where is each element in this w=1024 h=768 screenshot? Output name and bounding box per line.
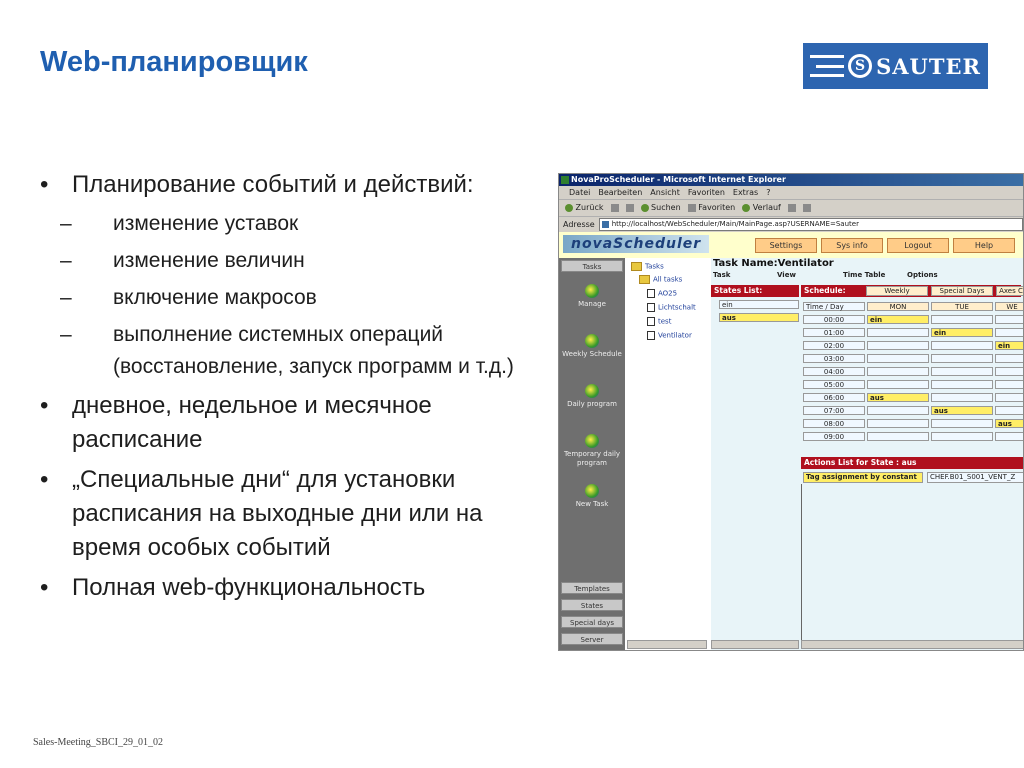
day-header: TUE xyxy=(931,302,993,311)
browser-title-bar: NovaProScheduler - Microsoft Internet Explorer xyxy=(559,174,1023,186)
time-cell: 05:00 xyxy=(803,380,865,389)
tab-axes[interactable]: Axes C xyxy=(996,286,1024,296)
sub-bullet-list xyxy=(40,208,520,383)
day-header: MON xyxy=(867,302,929,311)
bullet-item: • дневное, недельное и месячное расписание xyxy=(40,389,520,457)
task-title: Task Name:Ventilator xyxy=(713,258,834,269)
time-cell: 07:00 xyxy=(803,406,865,415)
schedule-cell[interactable] xyxy=(867,419,929,428)
sauter-logo xyxy=(803,43,988,89)
nav-temporary-daily-program[interactable]: Temporary daily program xyxy=(562,434,622,468)
history-icon xyxy=(742,204,750,212)
help-button[interactable]: Help xyxy=(953,238,1015,253)
back-button[interactable]: Zurück xyxy=(565,200,604,216)
url-input[interactable]: http://localhost/WebScheduler/Main/MainPage.asp?USERNAME=Sauter xyxy=(599,218,1023,231)
schedule-header: Schedule: xyxy=(801,285,1021,297)
tree-item[interactable]: Lichtschalt xyxy=(647,303,696,312)
schedule-cell[interactable] xyxy=(867,432,929,441)
menu-time-table[interactable]: Time Table xyxy=(843,271,886,279)
tab-special-days-schedule[interactable]: Special Days xyxy=(931,286,993,296)
schedule-cell[interactable] xyxy=(995,354,1024,363)
tab-weekly[interactable]: Weekly xyxy=(866,286,928,296)
schedule-cell[interactable] xyxy=(867,406,929,415)
tab-server[interactable]: Server xyxy=(561,633,623,645)
nav-daily-program[interactable]: Daily program xyxy=(559,384,625,409)
document-icon xyxy=(647,303,655,312)
schedule-cell[interactable]: aus xyxy=(867,393,929,402)
tree-item[interactable]: AO25 xyxy=(647,289,677,298)
tree-item[interactable]: test xyxy=(647,317,671,326)
schedule-cell[interactable]: ein xyxy=(867,315,929,324)
schedule-cell[interactable] xyxy=(995,393,1024,402)
actions-list-header: Actions List for State : aus xyxy=(801,457,1024,469)
back-arrow-icon xyxy=(565,204,573,212)
schedule-cell[interactable]: aus xyxy=(931,406,993,415)
time-cell: 04:00 xyxy=(803,367,865,376)
nav-manage[interactable]: Manage xyxy=(559,284,625,309)
tree-item[interactable]: Ventilator xyxy=(647,331,692,340)
schedule-cell[interactable] xyxy=(995,380,1024,389)
schedule-cell[interactable]: aus xyxy=(995,419,1024,428)
globe-icon xyxy=(585,384,599,398)
scheduler-app xyxy=(559,232,1024,651)
task-tree xyxy=(625,258,712,651)
schedule-cell[interactable] xyxy=(995,406,1024,415)
globe-icon xyxy=(585,334,599,348)
bullet-list xyxy=(40,168,520,611)
bullet-item: • „Специальные дни“ для установки расписания на выходные дни или на время особых событий xyxy=(40,463,520,565)
sub-bullet-item: – выполнение системных операций (восстановление, запуск программ и т.д.) xyxy=(60,319,520,383)
time-cell: 06:00 xyxy=(803,393,865,402)
schedule-cell[interactable] xyxy=(931,354,993,363)
folder-icon xyxy=(631,262,642,271)
states-list-header: States List: xyxy=(711,285,799,297)
logo-s-mark-icon: S xyxy=(848,54,872,78)
day-header: WE xyxy=(995,302,1024,311)
schedule-cell[interactable] xyxy=(867,367,929,376)
browser-menu-bar xyxy=(559,186,1023,200)
bullet-item: • Планирование событий и действий: xyxy=(40,168,520,202)
address-label: Adresse xyxy=(563,220,595,229)
address-bar xyxy=(559,217,1023,233)
schedule-cell[interactable] xyxy=(931,393,993,402)
menu-item[interactable]: ? xyxy=(766,188,771,197)
menu-item[interactable]: Favoriten xyxy=(687,188,725,197)
schedule-cell[interactable] xyxy=(931,315,993,324)
time-cell: 03:00 xyxy=(803,354,865,363)
time-cell: 09:00 xyxy=(803,432,865,441)
settings-button[interactable]: Settings xyxy=(755,238,817,253)
time-cell: 01:00 xyxy=(803,328,865,337)
document-icon xyxy=(647,289,655,298)
slide-title: Web-планировщик xyxy=(40,46,308,78)
tab-templates[interactable]: Templates xyxy=(561,582,623,594)
time-day-header: Time / Day xyxy=(803,302,865,311)
schedule-scrollbar[interactable] xyxy=(801,640,1024,649)
column-divider xyxy=(801,484,802,640)
left-navigation xyxy=(559,258,625,651)
menu-item[interactable]: Ansicht xyxy=(650,188,680,197)
browser-toolbar xyxy=(559,200,1023,217)
schedule-cell[interactable] xyxy=(931,380,993,389)
logo-text: SAUTER xyxy=(876,53,981,79)
state-item[interactable]: ein xyxy=(719,300,799,309)
time-cell: 00:00 xyxy=(803,315,865,324)
menu-task[interactable]: Task xyxy=(713,271,731,279)
nav-weekly-schedule[interactable]: Weekly Schedule xyxy=(559,334,625,359)
time-cell: 08:00 xyxy=(803,419,865,428)
stop-icon[interactable] xyxy=(611,204,619,212)
schedule-cell[interactable] xyxy=(931,432,993,441)
task-panel xyxy=(711,258,1024,651)
schedule-cell[interactable] xyxy=(995,315,1024,324)
app-brand: novaScheduler xyxy=(563,235,709,253)
document-icon xyxy=(647,331,655,340)
globe-icon xyxy=(585,284,599,298)
globe-icon xyxy=(585,434,599,448)
menu-item[interactable]: Extras xyxy=(732,188,759,197)
tree-scrollbar[interactable] xyxy=(627,640,707,649)
schedule-cell[interactable] xyxy=(995,367,1024,376)
schedule-cell[interactable] xyxy=(995,328,1024,337)
bullet-item: • Полная web-функциональность xyxy=(40,571,520,605)
task-menu xyxy=(713,271,938,279)
schedule-cell[interactable] xyxy=(995,432,1024,441)
sub-bullet-item: – изменение уставок xyxy=(60,208,520,240)
logo-lines-icon xyxy=(810,55,844,77)
action-value[interactable]: CHEF.B01_S001_VENT_Z xyxy=(927,472,1024,483)
sys-info-button[interactable]: Sys info xyxy=(821,238,883,253)
home-icon[interactable] xyxy=(626,204,634,212)
tab-tasks[interactable]: Tasks xyxy=(561,260,623,272)
sub-bullet-item: – включение макросов xyxy=(60,282,520,314)
mail-icon[interactable] xyxy=(788,204,796,212)
document-icon xyxy=(647,317,655,326)
tree-root[interactable]: Tasks xyxy=(631,262,664,271)
schedule-cell[interactable] xyxy=(867,380,929,389)
scheduler-screenshot xyxy=(558,173,1024,651)
tab-special-days[interactable]: Special days xyxy=(561,616,623,628)
schedule-cell[interactable]: ein xyxy=(995,341,1024,350)
action-type[interactable]: Tag assignment by constant xyxy=(803,472,923,483)
slide-footer: Sales-Meeting_SBCI_29_01_02 xyxy=(33,737,163,748)
states-scrollbar[interactable] xyxy=(711,640,799,649)
search-icon xyxy=(641,204,649,212)
schedule-cell[interactable] xyxy=(931,341,993,350)
schedule-cell[interactable] xyxy=(931,367,993,376)
nav-new-task[interactable]: New Task xyxy=(559,484,625,509)
app-header xyxy=(559,232,1024,259)
folder-icon xyxy=(639,275,650,284)
favorites-button[interactable]: Favoriten xyxy=(688,200,736,216)
menu-item[interactable]: Bearbeiten xyxy=(598,188,643,197)
globe-icon xyxy=(585,484,599,498)
tab-states[interactable]: States xyxy=(561,599,623,611)
logout-button[interactable]: Logout xyxy=(887,238,949,253)
history-button[interactable]: Verlauf xyxy=(742,200,781,216)
schedule-cell[interactable] xyxy=(867,328,929,337)
tree-group[interactable]: All tasks xyxy=(639,275,682,284)
time-cell: 02:00 xyxy=(803,341,865,350)
schedule-cell[interactable] xyxy=(867,341,929,350)
favorites-icon xyxy=(688,204,696,212)
state-item[interactable]: aus xyxy=(719,313,799,322)
schedule-cell[interactable] xyxy=(931,419,993,428)
print-icon[interactable] xyxy=(803,204,811,212)
menu-view[interactable]: View xyxy=(777,271,796,279)
sub-bullet-item: – изменение величин xyxy=(60,245,520,277)
schedule-cell[interactable]: ein xyxy=(931,328,993,337)
search-button[interactable]: Suchen xyxy=(641,200,681,216)
schedule-cell[interactable] xyxy=(867,354,929,363)
menu-options[interactable]: Options xyxy=(907,271,938,279)
menu-item[interactable]: Datei xyxy=(569,188,591,197)
